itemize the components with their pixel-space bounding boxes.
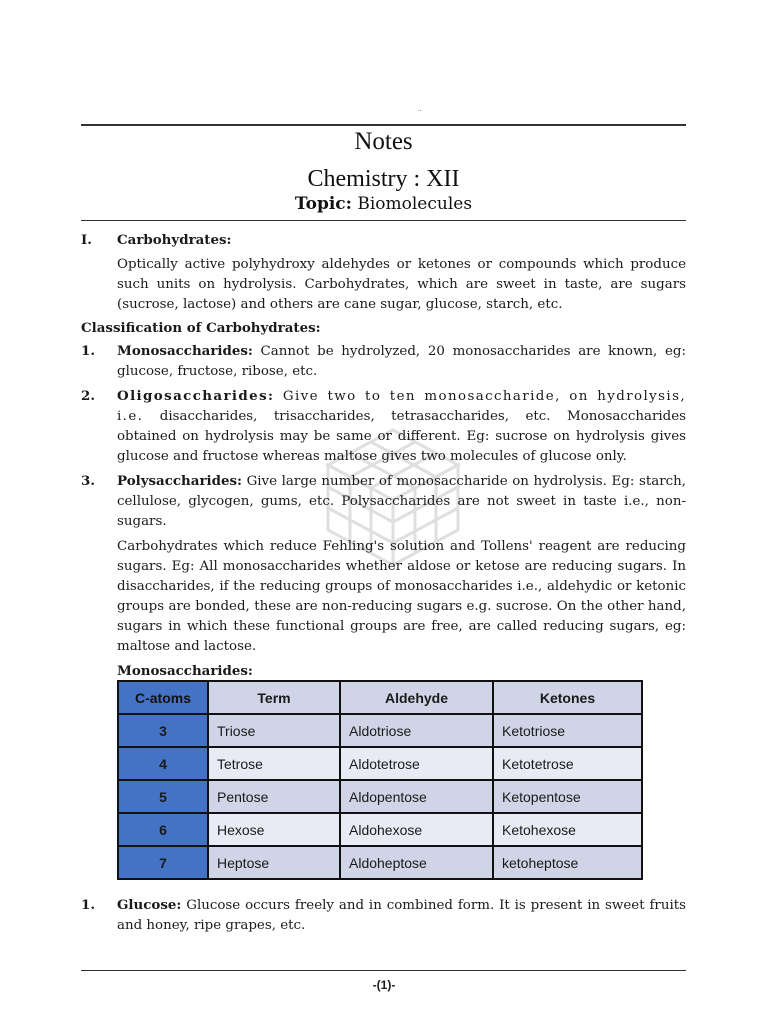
table-cell: Aldoheptose <box>340 846 493 879</box>
item-text-spaced: Give two to ten monosaccharide, on hydrolysis, i.e. <box>117 389 686 424</box>
table-cell: 3 <box>118 714 208 747</box>
table-cell: Aldotriose <box>340 714 493 747</box>
table-cell: Ketohexose <box>493 813 642 846</box>
table-cell: 4 <box>118 747 208 780</box>
item-term: Oligosaccharides: <box>117 388 275 404</box>
table-row <box>118 714 642 747</box>
table-cell: Ketotriose <box>493 714 642 747</box>
column-header: Aldehyde <box>340 681 493 714</box>
item-number: 1. <box>81 897 95 913</box>
table-row <box>118 747 642 780</box>
section-carbohydrates <box>81 230 686 250</box>
topic-label: Topic: <box>294 194 352 214</box>
notes-body <box>81 230 686 681</box>
header-top-rule <box>81 124 686 126</box>
table-cell: Pentose <box>208 780 340 813</box>
table-cell: Heptose <box>208 846 340 879</box>
monosaccharides-heading: Monosaccharides: <box>117 663 253 679</box>
item-text: disaccharides, trisaccharides, tetrasaccharides, etc. Monosaccharides obtained on hydrolysis may be same or different. Eg: sucrose on hydrolysis gives glucose and fructose whereas maltose gives two molecules of glucose only. <box>117 409 686 464</box>
item-text: Glucose occurs freely and in combined form. It is present in sweet fruits and honey, ripe grapes, etc. <box>117 898 686 933</box>
item-number: 3. <box>81 473 95 489</box>
item-text: Cannot be hydrolyzed, 20 monosaccharides are known, eg: glucose, fructose, ribose, etc. <box>117 344 686 379</box>
table-cell: Ketopentose <box>493 780 642 813</box>
table-cell: Aldopentose <box>340 780 493 813</box>
page-title: Notes <box>354 128 413 155</box>
item-term: Monosaccharides: <box>117 343 253 359</box>
table-cell: Hexose <box>208 813 340 846</box>
reducing-sugars-paragraph: Carbohydrates which reduce Fehling's solution and Tollens' reagent are reducing sugars. Eg: All monosaccharides whether aldose or ketose are reducing sugars. In disaccharides, if the reducing groups of monosaccharides i.e., aldehydic or ketonic groups are bonded, these are non-reducing sugars e.g. sucrose. On the other hand, sugars in which these functional groups are free, are called reducing sugars, eg: maltose and lactose. <box>117 539 686 654</box>
item-term: Polysaccharides: <box>117 473 242 489</box>
table-row <box>118 846 642 879</box>
footer-rule <box>81 970 686 971</box>
carbohydrates-definition: Optically active polyhydroxy aldehydes or ketones or compounds which produce such units on hydrolysis. Carbohydrates, which are sweet in taste, are sugars (sucrose, lactose) and others are cane sugar, glucose, starch, etc. <box>117 257 686 312</box>
monosaccharides-table <box>117 680 643 880</box>
table-cell: 6 <box>118 813 208 846</box>
section-heading: Carbohydrates: <box>117 232 232 248</box>
table-cell: 5 <box>118 780 208 813</box>
table-cell: Tetrose <box>208 747 340 780</box>
table-cell: Ketotetrose <box>493 747 642 780</box>
table-cell: Aldotetrose <box>340 747 493 780</box>
table-cell: ketoheptose <box>493 846 642 879</box>
glucose-item <box>81 895 686 936</box>
item-term: Glucose: <box>117 897 182 913</box>
item-text: Give large number of monosaccharide on hydrolysis. Eg: starch, cellulose, glycogen, gums, etc. Polysaccharides are not sweet in taste i.e., non-sugars. <box>117 474 686 529</box>
topic-value: Biomolecules <box>357 194 473 214</box>
table-cell: Aldohexose <box>340 813 493 846</box>
column-header: Term <box>208 681 340 714</box>
list-item-monosaccharides <box>81 341 686 382</box>
page-number: -(1)- <box>372 978 396 992</box>
item-number: 1. <box>81 343 95 359</box>
column-header: Ketones <box>493 681 642 714</box>
top-mark: .. <box>417 104 423 113</box>
subject-title: Chemistry : XII <box>307 166 460 192</box>
topic-line <box>81 194 686 214</box>
list-item-polysaccharides <box>81 471 686 532</box>
item-number: 2. <box>81 388 95 404</box>
section-number: I. <box>81 232 92 248</box>
table-cell: Triose <box>208 714 340 747</box>
table-row <box>118 813 642 846</box>
header-bottom-rule <box>81 220 686 221</box>
table-cell: 7 <box>118 846 208 879</box>
list-item-oligosaccharides <box>81 386 686 467</box>
table-row <box>118 780 642 813</box>
classification-heading: Classification of Carbohydrates: <box>81 320 321 336</box>
table-header-row <box>118 681 642 714</box>
column-header: C-atoms <box>118 681 208 714</box>
